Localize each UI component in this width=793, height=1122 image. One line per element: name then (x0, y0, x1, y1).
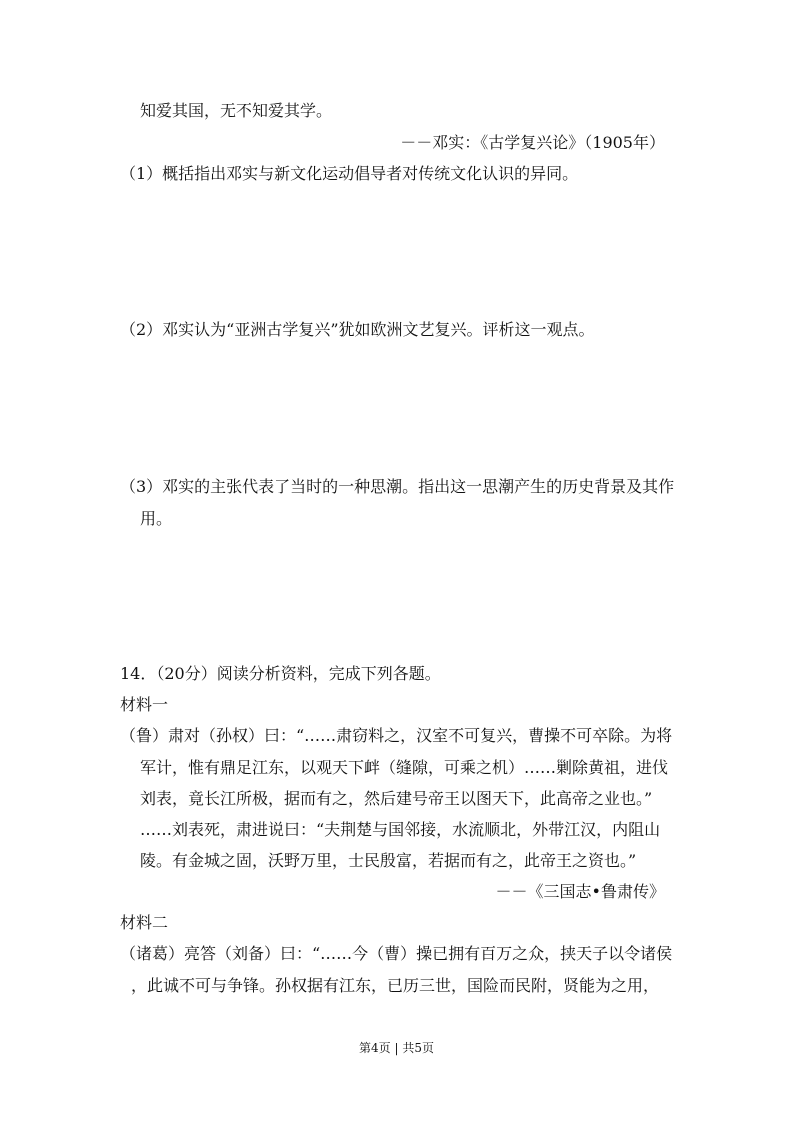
material-2-label: 材料二 (120, 913, 169, 932)
page-footer: 第4页 | 共5页 (359, 1041, 434, 1055)
question-3-line-1: （3）邓实的主张代表了当时的一种思潮。指出这一思潮产生的历史背景及其作 (120, 477, 675, 496)
material-1-line: ……刘表死，肃进说曰：“夫荆楚与国邻接，水流顺北，外带江汉，内阻山 (140, 820, 661, 839)
continuation-text: 知爱其国，无不知爱其学。 (140, 101, 333, 120)
material-1-line: 军计，惟有鼎足江东，以观天下衅（缝隙，可乘之机）……剿除黄祖，进伐 (140, 758, 669, 777)
material-1-line: 刘表，竟长江所极，据而有之，然后建号帝王以图天下，此高帝之业也。” (140, 789, 653, 808)
material-2-line: ，此诚不可与争锋。孙权据有江东，已历三世，国险而民附，贤能为之用， (131, 976, 660, 995)
question-3-line-2: 用。 (140, 509, 173, 528)
material-1-source: －－《三国志•鲁肃传》 (495, 882, 665, 901)
question-14-heading: 14．（20分）阅读分析资料，完成下列各题。 (120, 664, 441, 683)
material-1-line: （鲁）肃对（孙权）曰：“……肃窃料之，汉室不可复兴，曹操不可卒除。为将 (120, 726, 673, 745)
question-2: （2）邓实认为“亚洲古学复兴”犹如欧洲文艺复兴。评析这一观点。 (120, 320, 595, 339)
material-1-label: 材料一 (120, 695, 169, 714)
quote-attribution: －－邓实：《古学复兴论》（1905年） (400, 133, 665, 152)
material-1-line: 陵。有金城之固，沃野万里，士民殷富，若据而有之，此帝王之资也。” (140, 851, 637, 870)
material-2-line: （诸葛）亮答（刘备）曰：“……今（曹）操已拥有百万之众，挟天子以令诸侯 (120, 944, 673, 963)
question-1: （1）概括指出邓实与新文化运动倡导者对传统文化认识的异同。 (120, 164, 579, 183)
